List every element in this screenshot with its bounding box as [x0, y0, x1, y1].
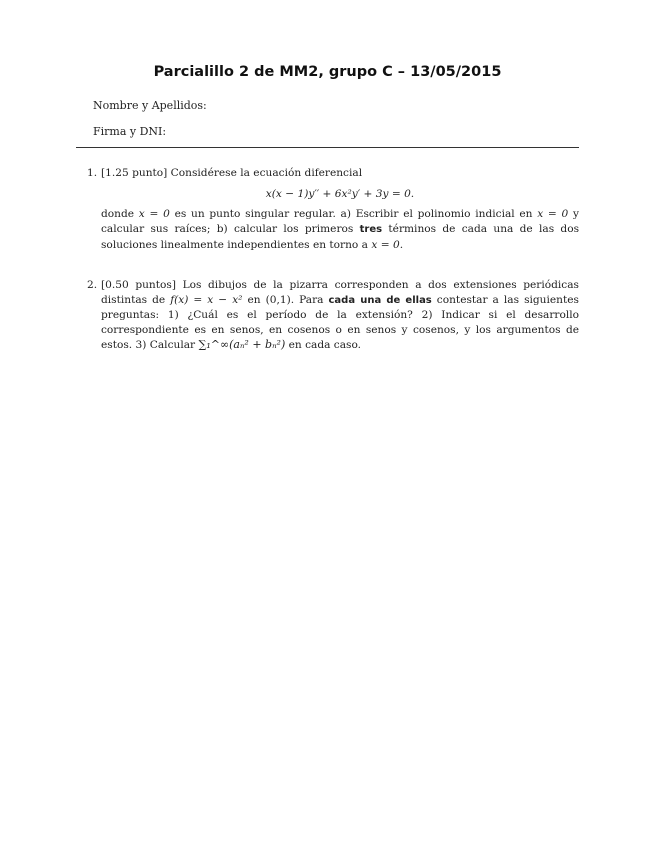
math-inline: x = 0: [537, 208, 569, 221]
question-intro: [1.25 punto] Considérese la ecuación diferencial: [101, 167, 363, 179]
question-number: 1.: [87, 167, 98, 179]
question-number: 2.: [87, 279, 98, 291]
name-field-label: Nombre y Apellidos:: [93, 99, 207, 112]
math-inline: x = 0.: [371, 238, 404, 251]
emphasis-text: tres: [359, 224, 383, 236]
question-text: [0.50 puntos] Los dibujos de la pizarra corresponden a dos extensiones periódicas distintas de f(x) = x − x² en (0,1). Para cada una de ellas contestar a las siguientes preguntas: 1) ¿Cuál es el período de la extensión? 2) Indicar si el desarrollo correspondiente es en senos, en cosenos o en senos y cosenos, y los argumentos de estos. 3) Calcular ∑₁^∞(aₙ² + bₙ²) en cada caso.: [101, 279, 579, 351]
math-inline: x = 0: [138, 208, 170, 221]
question-body: [101, 278, 579, 353]
exam-title: Parcialillo 2 de MM2, grupo C – 13/05/2015: [153, 64, 502, 80]
signature-field-label: Firma y DNI:: [93, 125, 167, 138]
question-text: donde x = 0 es un punto singular regular. a) Escribir el polinomio indicial en x = 0 y calcular sus raíces; b) calcular los primeros tres términos de cada una de las dos soluciones linealmente independientes en torno a x = 0.: [101, 208, 580, 251]
emphasis-text: cada una de ellas: [328, 294, 432, 306]
math-inline: f(x) = x − x²: [170, 293, 243, 306]
question-body: [101, 166, 579, 253]
header-divider: [76, 147, 579, 148]
differential-equation: x(x − 1)y′′ + 6x²y′ + 3y = 0.: [265, 187, 415, 200]
math-sum: ∑₁^∞(aₙ² + bₙ²): [198, 337, 286, 351]
